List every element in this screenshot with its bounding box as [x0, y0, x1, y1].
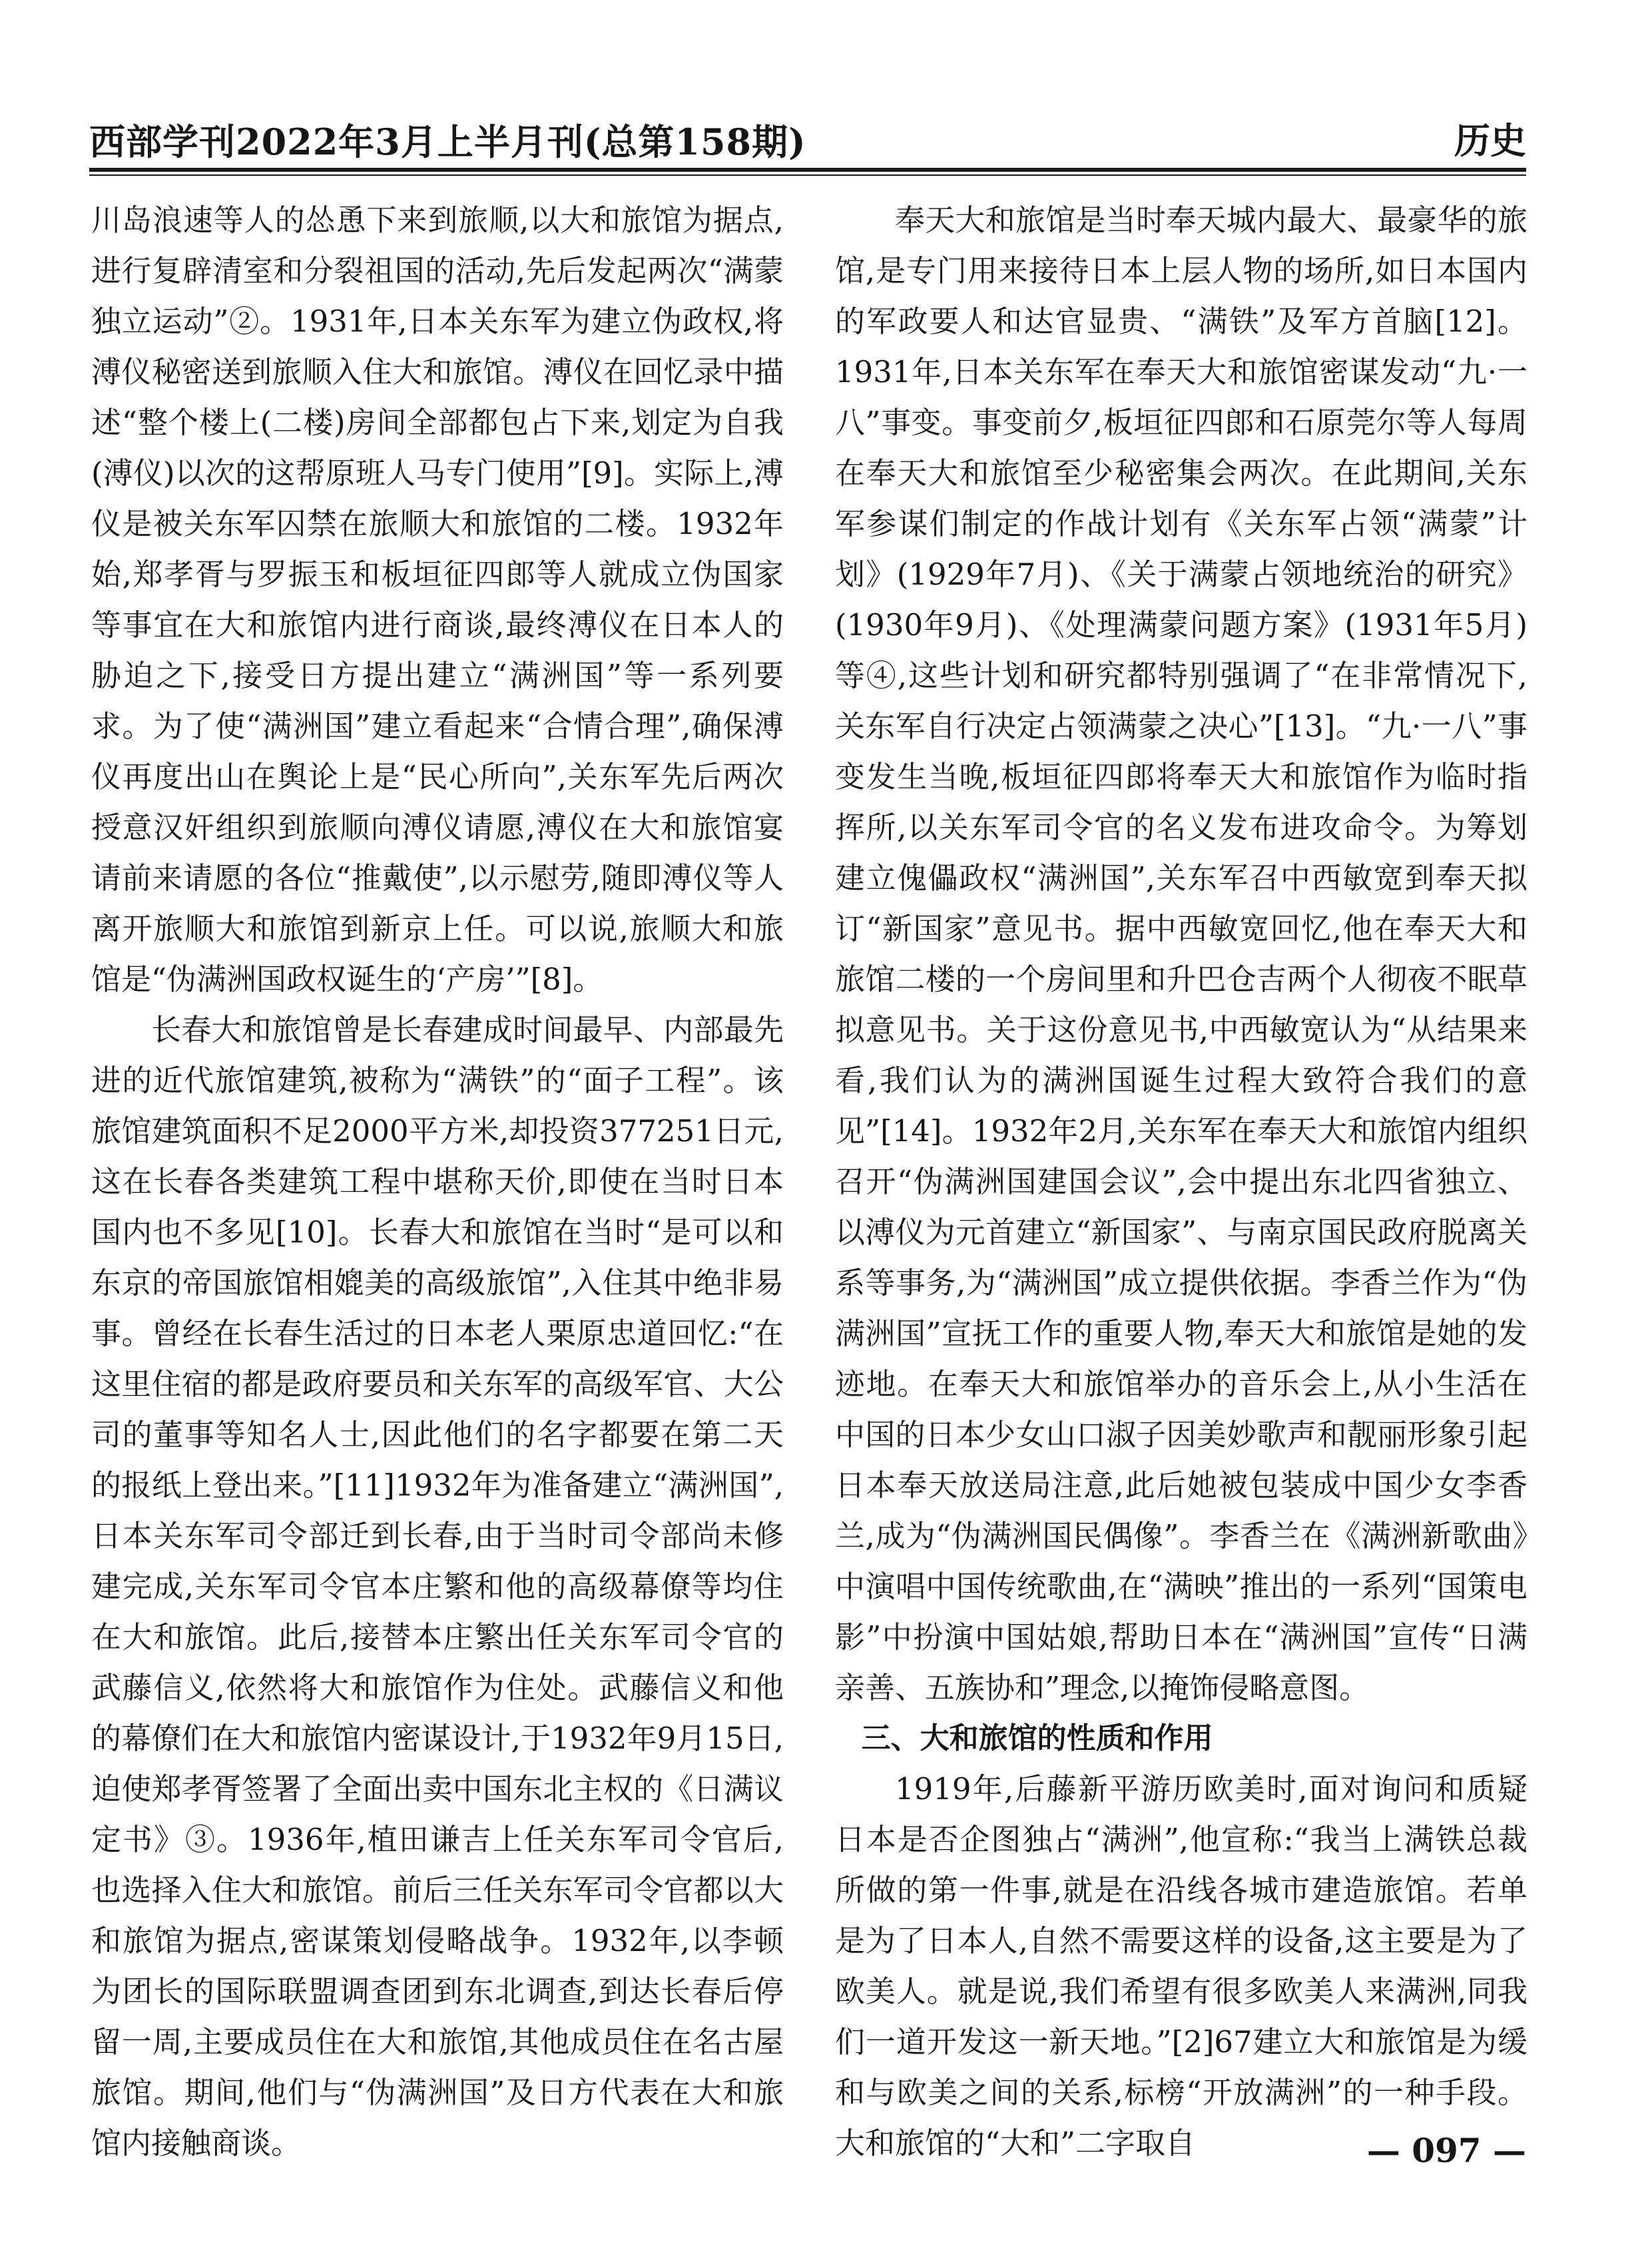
paragraph: 奉天大和旅馆是当时奉天城内最大、最豪华的旅馆,是专门用来接待日本上层人物的场所,如日本国内的军政要人和达官显贵、“满铁”及军方首脑[12]。1931年,日本关东军在奉天大和旅馆密谋发动“九·一八”事变。事变前夕,板垣征四郎和石原莞尔等人每周在奉天大和旅馆至少秘密集会两次。在此期间,关东军参谋们制定的作战计划有《关东军占领“满蒙”计划》(1929年7月)、《关于满蒙占领地统治的研究》(1930年9月)、《处理满蒙问题方案》(1931年5月)等④,这些计划和研究都特别强调了“在非常情况下,关东军自行决定占领满蒙之决心”[13]。“九·一八”事变发生当晚,板垣征四郎将奉天大和旅馆作为临时指挥所,以关东军司令官的名义发布进攻命令。为筹划建立傀儡政权“满洲国”,关东军召中西敏宽到奉天拟订“新国家”意见书。据中西敏宽回忆,他在奉天大和旅馆二楼的一个房间里和升巴仓吉两个人彻夜不眠草拟意见书。关于这份意见书,中西敏宽认为“从结果来看,我们认为的满洲国诞生过程大致符合我们的意见”[14]。1932年2月,关东军在奉天大和旅馆内组织召开“伪满洲国建国会议”,会中提出东北四省独立、以溥仪为元首建立“新国家”、与南京国民政府脱离关系等事务,为“满洲国”成立提供依据。李香兰作为“伪满洲国”宣抚工作的重要人物,奉天大和旅馆是她的发迹地。在奉天大和旅馆举办的音乐会上,从小生活在中国的日本少女山口淑子因美妙歌声和靓丽形象引起日本奉天放送局注意,此后她被包装成中国少女李香兰,成为“伪满洲国民偶像”。李香兰在《满洲新歌曲》中演唱中国传统歌曲,在“满映”推出的一系列“国策电影”中扮演中国姑娘,帮助日本在“满洲国”宣传“日满亲善、五族协和”理念,以掩饰侵略意图。: [835, 202, 1527, 1705]
page-header: [89, 110, 1526, 166]
header-rule-thin: [89, 174, 1526, 176]
paragraph: 长春大和旅馆曾是长春建成时间最早、内部最先进的近代旅馆建筑,被称为“满铁”的“面子工程”。该旅馆建筑面积不足2000平方米,却投资377251日元,这在长春各类建筑工程中堪称天价,即使在当时日本国内也不多见[10]。长春大和旅馆在当时“是可以和东京的帝国旅馆相媲美的高级旅馆”,入住其中绝非易事。曾经在长春生活过的日本老人栗原忠道回忆:“在这里住宿的都是政府要员和关东军的高级军官、大公司的董事等知名人士,因此他们的名字都要在第二天的报纸上登出来。”[11]1932年为准备建立“满洲国”,日本关东军司令部迁到长春,由于当时司令部尚未修建完成,关东军司令官本庄繁和他的高级幕僚等均住在大和旅馆。此后,接替本庄繁出任关东军司令官的武藤信义,依然将大和旅馆作为住处。武藤信义和他的幕僚们在大和旅馆内密谋设计,于1932年9月15日,迫使郑孝胥签署了全面出卖中国东北主权的《日满议定书》③。1936年,植田谦吉上任关东军司令官后,也选择入住大和旅馆。前后三任关东军司令官都以大和旅馆为据点,密谋策划侵略战争。1932年,以李顿为团长的国际联盟调查团到东北调查,到达长春后停留一周,主要成员住在大和旅馆,其他成员住在名古屋旅馆。期间,他们与“伪满洲国”及日方代表在大和旅馆内接触商谈。: [91, 1012, 784, 2161]
section-heading: 三、大和旅馆的性质和作用: [861, 1721, 1213, 1755]
right-column: [835, 195, 1527, 2169]
paragraph: 1919年,后藤新平游历欧美时,面对询问和质疑日本是否企图独占“满洲”,他宣称:“我当上满铁总裁所做的第一件事,就是在沿线各城市建造旅馆。若单是为了日本人,自然不需要这样的设备,这主要是为了欧美人。就是说,我们希望有很多欧美人来满洲,同我们一道开发这一新天地。”[2]67建立大和旅馆是为缓和与欧美之间的关系,标榜“开放满洲”的一种手段。大和旅馆的“大和”二字取自: [835, 1771, 1527, 2161]
page-number: — 097 —: [1366, 2131, 1526, 2170]
left-column: [91, 195, 784, 2169]
paragraph: 川岛浪速等人的怂恿下来到旅顺,以大和旅馆为据点,进行复辟清室和分裂祖国的活动,先后发起两次“满蒙独立运动”②。1931年,日本关东军为建立伪政权,将溥仪秘密送到旅顺入住大和旅馆。溥仪在回忆录中描述“整个楼上(二楼)房间全部都包占下来,划定为自我(溥仪)以次的这帮原班人马专门使用”[9]。实际上,溥仪是被关东军囚禁在旅顺大和旅馆的二楼。1932年始,郑孝胥与罗振玉和板垣征四郎等人就成立伪国家等事宜在大和旅馆内进行商谈,最终溥仪在日本人的胁迫之下,接受日方提出建立“满洲国”等一系列要求。为了使“满洲国”建立看起来“合情合理”,确保溥仪再度出山在舆论上是“民心所向”,关东军先后两次授意汉奸组织到旅顺向溥仪请愿,溥仪在大和旅馆宴请前来请愿的各位“推戴使”,以示慰劳,随即溥仪等人离开旅顺大和旅馆到新京上任。可以说,旅顺大和旅馆是“伪满洲国政权诞生的‘产房’”[8]。: [91, 202, 784, 997]
journal-title: 西部学刊2022年3月上半月刊(总第158期): [89, 121, 806, 163]
section-label: 历史: [1454, 120, 1526, 162]
header-rule-thick: [89, 168, 1526, 172]
